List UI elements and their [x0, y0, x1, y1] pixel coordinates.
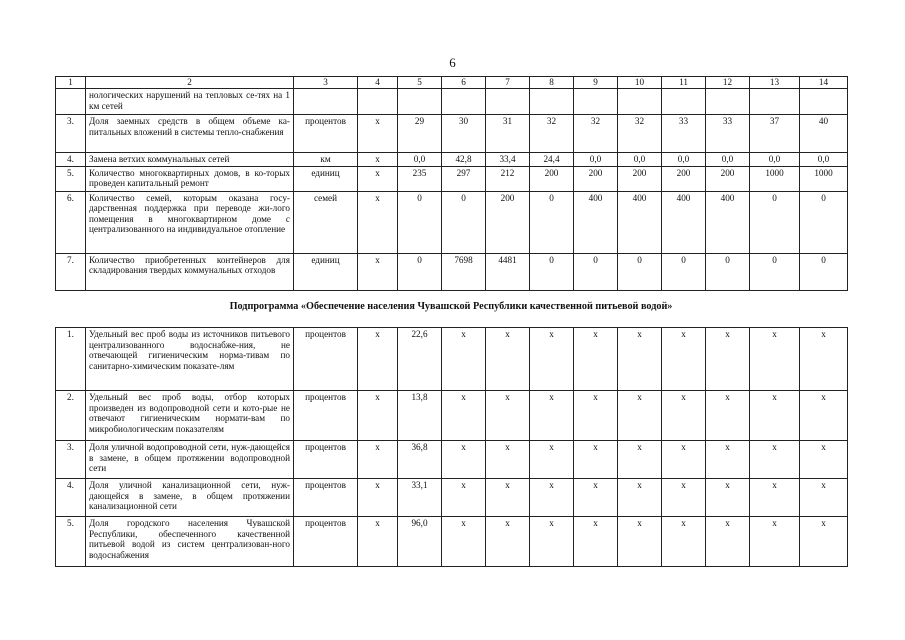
row-number: 7.: [56, 253, 86, 290]
table-row: [56, 441, 848, 479]
value-cell: 200: [706, 166, 750, 191]
value-cell: 96,0: [398, 517, 442, 567]
value-cell: 37: [750, 115, 800, 153]
value-cell: х: [358, 166, 398, 191]
row-number: 3.: [56, 441, 86, 479]
subprogram-title: Подпрограмма «Обеспечение населения Чувашской Республики качественной питьевой водой»: [229, 301, 673, 312]
column-header: 7: [486, 77, 530, 89]
value-cell: 0: [574, 253, 618, 290]
indicator-name: Доля городского населения Чувашской Республики, обеспеченного качественной питьевой водой из систем централизован-ного водоснабжения: [86, 517, 294, 567]
value-cell: х: [486, 328, 530, 391]
value-cell: х: [750, 328, 800, 391]
value-cell: 0: [530, 253, 574, 290]
indicators-table-bottom: [55, 327, 848, 567]
value-cell: х: [486, 441, 530, 479]
table-row: [56, 166, 848, 191]
value-cell: 1000: [750, 166, 800, 191]
value-cell: 0: [800, 191, 848, 253]
value-cell: х: [358, 479, 398, 517]
value-cell: 32: [530, 115, 574, 153]
value-cell: 0,0: [706, 153, 750, 167]
value-cell: х: [706, 479, 750, 517]
page-number: 6: [449, 55, 456, 70]
value-cell: х: [574, 391, 618, 441]
indicator-name: Доля уличной канализационной сети, нуж-дающейся в замене, в общем протяжении канализационной сети: [86, 479, 294, 517]
value-cell: х: [800, 479, 848, 517]
table-row: [56, 517, 848, 567]
table-row: [56, 253, 848, 290]
value-cell: х: [706, 441, 750, 479]
value-cell: [662, 89, 706, 115]
value-cell: х: [530, 479, 574, 517]
value-cell: 40: [800, 115, 848, 153]
value-cell: 200: [574, 166, 618, 191]
value-cell: х: [486, 479, 530, 517]
table-row: [56, 191, 848, 253]
indicator-name: Замена ветхих коммунальных сетей: [86, 153, 294, 167]
value-cell: х: [618, 517, 662, 567]
value-cell: х: [800, 441, 848, 479]
value-cell: 4481: [486, 253, 530, 290]
value-cell: 0: [398, 191, 442, 253]
value-cell: 0: [662, 253, 706, 290]
value-cell: х: [574, 479, 618, 517]
value-cell: х: [662, 441, 706, 479]
value-cell: х: [574, 328, 618, 391]
unit: единиц: [294, 166, 358, 191]
value-cell: 0,0: [662, 153, 706, 167]
value-cell: 24,4: [530, 153, 574, 167]
value-cell: х: [574, 517, 618, 567]
value-cell: х: [442, 441, 486, 479]
value-cell: х: [800, 391, 848, 441]
value-cell: 0: [530, 191, 574, 253]
value-cell: 13,8: [398, 391, 442, 441]
value-cell: 0: [398, 253, 442, 290]
value-cell: х: [800, 328, 848, 391]
row-number: 1.: [56, 328, 86, 391]
indicator-name: Количество семей, которым оказана госу-дарственная поддержка при переводе жи-лого помещения в многоквартирном доме с централизованного на индивидуальное отопление: [86, 191, 294, 253]
unit: процентов: [294, 517, 358, 567]
row-number: 6.: [56, 191, 86, 253]
value-cell: 200: [530, 166, 574, 191]
column-header: 5: [398, 77, 442, 89]
value-cell: х: [618, 391, 662, 441]
value-cell: 297: [442, 166, 486, 191]
table-row: [56, 391, 848, 441]
value-cell: [800, 89, 848, 115]
value-cell: 33,1: [398, 479, 442, 517]
value-cell: 235: [398, 166, 442, 191]
value-cell: 0,0: [800, 153, 848, 167]
value-cell: х: [706, 517, 750, 567]
row-number: 2.: [56, 391, 86, 441]
value-cell: 400: [574, 191, 618, 253]
value-cell: 0: [750, 191, 800, 253]
column-header: 11: [662, 77, 706, 89]
table-row: [56, 115, 848, 153]
table-row: [56, 328, 848, 391]
value-cell: х: [358, 441, 398, 479]
row-number: 5.: [56, 517, 86, 567]
indicator-name: Удельный вес проб воды, отбор которых произведен из водопроводной сети и кото-рые не отвечают гигиеническим нормати-вам по микробиологическим показателям: [86, 391, 294, 441]
value-cell: х: [358, 153, 398, 167]
value-cell: х: [442, 328, 486, 391]
value-cell: 0,0: [618, 153, 662, 167]
unit: семей: [294, 191, 358, 253]
value-cell: х: [358, 391, 398, 441]
unit: единиц: [294, 253, 358, 290]
indicator-name: Доля заемных средств в общем объеме ка-питальных вложений в системы тепло-снабжения: [86, 115, 294, 153]
value-cell: 0: [442, 191, 486, 253]
unit: процентов: [294, 391, 358, 441]
value-cell: [358, 89, 398, 115]
value-cell: х: [358, 328, 398, 391]
column-header: 10: [618, 77, 662, 89]
value-cell: 0: [750, 253, 800, 290]
column-header: 13: [750, 77, 800, 89]
value-cell: 200: [486, 191, 530, 253]
value-cell: [574, 89, 618, 115]
unit: процентов: [294, 115, 358, 153]
column-header: 2: [86, 77, 294, 89]
indicator-name: Удельный вес проб воды из источников питьевого централизованного водоснабже-ния, не отвечающей гигиеническим норма-тивам по санитарно-химическим показате-лям: [86, 328, 294, 391]
value-cell: х: [530, 391, 574, 441]
unit: км: [294, 153, 358, 167]
value-cell: х: [618, 479, 662, 517]
value-cell: 0: [618, 253, 662, 290]
column-header: 14: [800, 77, 848, 89]
value-cell: 36,8: [398, 441, 442, 479]
value-cell: 32: [574, 115, 618, 153]
unit: процентов: [294, 479, 358, 517]
indicator-name: нологических нарушений на тепловых се-тях на 1 км сетей: [86, 89, 294, 115]
row-number: 4.: [56, 153, 86, 167]
value-cell: х: [486, 517, 530, 567]
value-cell: 33: [662, 115, 706, 153]
value-cell: х: [706, 328, 750, 391]
unit: [294, 89, 358, 115]
indicator-name: Доля уличной водопроводной сети, нуж-дающейся в замене, в общем протяжении водопроводной сети: [86, 441, 294, 479]
indicators-table-top: [55, 76, 848, 291]
value-cell: х: [618, 328, 662, 391]
row-number: 4.: [56, 479, 86, 517]
value-cell: [486, 89, 530, 115]
value-cell: 30: [442, 115, 486, 153]
indicator-name: Количество приобретенных контейнеров для складирования твердых коммунальных отходов: [86, 253, 294, 290]
value-cell: 0,0: [398, 153, 442, 167]
header-row: [56, 77, 848, 89]
column-header: 1: [56, 77, 86, 89]
value-cell: 42,8: [442, 153, 486, 167]
table-row: [56, 89, 848, 115]
value-cell: 0: [706, 253, 750, 290]
column-header: 3: [294, 77, 358, 89]
value-cell: х: [750, 517, 800, 567]
value-cell: х: [442, 517, 486, 567]
value-cell: 31: [486, 115, 530, 153]
value-cell: х: [358, 115, 398, 153]
value-cell: х: [800, 517, 848, 567]
row-number: 5.: [56, 166, 86, 191]
value-cell: х: [662, 328, 706, 391]
value-cell: х: [358, 191, 398, 253]
value-cell: 400: [706, 191, 750, 253]
value-cell: х: [574, 441, 618, 479]
unit: процентов: [294, 441, 358, 479]
value-cell: х: [530, 441, 574, 479]
value-cell: [398, 89, 442, 115]
value-cell: 200: [618, 166, 662, 191]
value-cell: 1000: [800, 166, 848, 191]
unit: процентов: [294, 328, 358, 391]
column-header: 12: [706, 77, 750, 89]
value-cell: х: [442, 479, 486, 517]
table-row: [56, 153, 848, 167]
value-cell: 29: [398, 115, 442, 153]
value-cell: [530, 89, 574, 115]
value-cell: 33,4: [486, 153, 530, 167]
value-cell: х: [750, 441, 800, 479]
table-row: [56, 479, 848, 517]
value-cell: х: [662, 479, 706, 517]
value-cell: [750, 89, 800, 115]
value-cell: 32: [618, 115, 662, 153]
column-header: 4: [358, 77, 398, 89]
column-header: 8: [530, 77, 574, 89]
row-number: [56, 89, 86, 115]
value-cell: х: [662, 517, 706, 567]
value-cell: [706, 89, 750, 115]
indicator-name: Количество многоквартирных домов, в ко-торых проведен капитальный ремонт: [86, 166, 294, 191]
value-cell: х: [750, 391, 800, 441]
value-cell: х: [358, 253, 398, 290]
value-cell: х: [530, 328, 574, 391]
value-cell: 0,0: [574, 153, 618, 167]
row-number: 3.: [56, 115, 86, 153]
value-cell: [442, 89, 486, 115]
value-cell: 400: [618, 191, 662, 253]
value-cell: 7698: [442, 253, 486, 290]
column-header: 9: [574, 77, 618, 89]
value-cell: х: [442, 391, 486, 441]
value-cell: х: [750, 479, 800, 517]
value-cell: х: [706, 391, 750, 441]
value-cell: 0,0: [750, 153, 800, 167]
value-cell: х: [618, 441, 662, 479]
value-cell: 33: [706, 115, 750, 153]
value-cell: 0: [800, 253, 848, 290]
value-cell: 212: [486, 166, 530, 191]
value-cell: 22,6: [398, 328, 442, 391]
column-header: 6: [442, 77, 486, 89]
value-cell: [618, 89, 662, 115]
value-cell: х: [358, 517, 398, 567]
value-cell: х: [486, 391, 530, 441]
value-cell: 200: [662, 166, 706, 191]
value-cell: х: [662, 391, 706, 441]
value-cell: х: [530, 517, 574, 567]
value-cell: 400: [662, 191, 706, 253]
